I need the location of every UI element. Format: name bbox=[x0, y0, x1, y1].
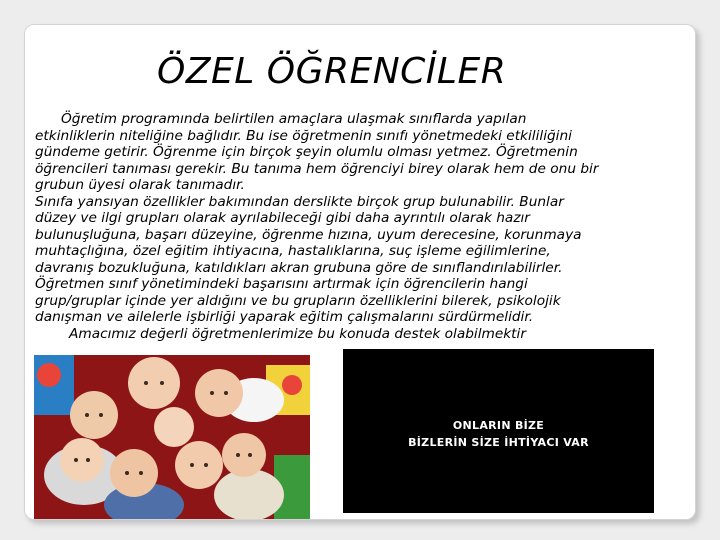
text-line: etkinliklerin niteliğine bağlıdır. Bu ise öğretmenin sınıfı yönetmedeki etkililiğini bbox=[35, 127, 572, 144]
text-line: Öğretim programında belirtilen amaçlara ulaşmak sınıflarda yapılan bbox=[61, 111, 527, 127]
message-line-2: BİZLERİN SİZE İHTİYACI VAR bbox=[408, 436, 589, 449]
text-line: davranış bozukluğuna, katıldıkları akran grubuna göre de sınıflandırılabilirler. bbox=[35, 259, 563, 276]
message-line-1: ONLARIN BİZE bbox=[452, 419, 545, 432]
text-line: Öğretmen sınıf yönetimindeki başarısını artırmak için öğrencilerin hangi bbox=[35, 276, 528, 292]
children-photo-illustration bbox=[34, 355, 310, 519]
text-line: Sınıfa yansıyan özellikler bakımından derslikte birçok grup bulunabilir. Bunlar bbox=[35, 193, 564, 210]
text-line: grubun üyesi olarak tanımadır. bbox=[35, 177, 245, 193]
text-line: Amacımız değerli öğretmenlerimize bu konuda destek olabilmektir bbox=[69, 325, 526, 342]
text-line: gündeme getirir. Öğrenme için birçok şeyin olumlu olması yetmez. Öğretmenin bbox=[35, 144, 578, 160]
slide bbox=[24, 24, 696, 520]
text-line: öğrencileri tanıması gerekir. Bu tanıma hem öğrenciyi birey olarak hem de onu bir bbox=[35, 160, 599, 177]
text-line: danışman ve ailelerle işbirliği yaparak eğitim çalışmalarını sürdürmelidir. bbox=[35, 309, 534, 325]
slide-title: ÖZEL ÖĞRENCİLER bbox=[157, 51, 507, 92]
message-text bbox=[343, 417, 654, 451]
message-image bbox=[343, 349, 654, 513]
text-line: muhtaçlığına, özel eğitim ihtiyacına, hastalıklarına, suç işleme eğilimlerine, bbox=[35, 243, 551, 259]
body-text bbox=[35, 111, 691, 342]
text-line: düzey ve ilgi grupları olarak ayrılabileceği gibi daha ayrıntılı olarak hazır bbox=[35, 210, 530, 226]
text-line: bulunuşluğuna, başarı düzeyine, öğrenme hızına, uyum derecesine, korunmaya bbox=[35, 226, 582, 243]
text-line: grup/gruplar içinde yer aldığını ve bu grupların özelliklerini bilerek, psikolojik bbox=[35, 292, 561, 309]
children-photo bbox=[34, 355, 310, 519]
